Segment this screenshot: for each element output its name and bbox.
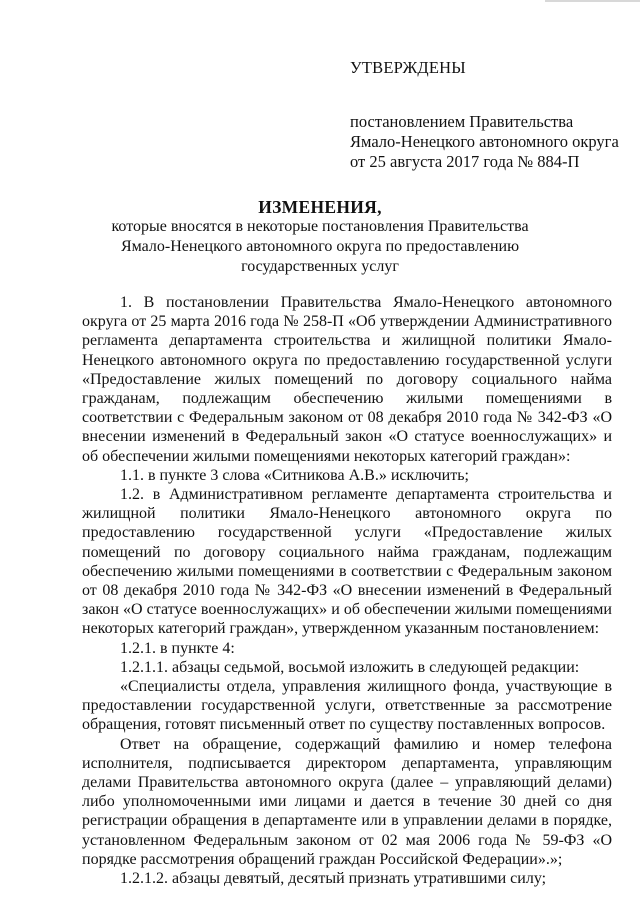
title-subline: которые вносятся в некоторые постановления Правительства [111, 218, 529, 235]
approval-line: постановлением Правительства [350, 112, 574, 131]
title-subline: государственных услуг [241, 258, 399, 275]
approval-line: Ямало-Ненецкого автономного округа [350, 132, 619, 151]
paragraph: 1. В постановлении Правительства Ямало-Ненецкого автономного округа от 25 марта 2016 года № 258-П «Об утверждении Административного регламента департамента строительства и жилищной политики Ямало-Ненецкого автономного округа по предоставлению государственной услуги «Предоставление жилых помещений по договору социального найма гражданам, подлежащим обеспечению жилыми помещениями в соответствии с Федеральным законом от 08 декабря 2010 года № 342-ФЗ «О внесении изменений в Федеральный закон «О статусе военнослужащих» и об обеспечении жилыми помещениями некоторых категорий граждан»: [82, 294, 612, 465]
paragraph: «Специалисты отдела, управления жилищного фонда, участвующие в предоставлении государственной услуги, ответственные за рассмотрение обращения, готовят письменный ответ по существу поставленных вопросов. [82, 678, 612, 734]
title-subline: Ямало-Ненецкого автономного округа по предоставлению [120, 238, 520, 255]
paragraph: 1.2.1. в пункте 4: [120, 639, 235, 657]
paragraph: 1.2.1.2. абзацы девятый, десятый признать утратившими силу; [120, 870, 547, 888]
approval-block [350, 58, 619, 172]
approval-heading: УТВЕРЖДЕНЫ [350, 58, 466, 77]
document-body [82, 293, 612, 888]
paragraph: 1.2.1.1. абзацы седьмой, восьмой изложить в следующей редакции: [120, 658, 580, 676]
title-main: ИЗМЕНЕНИЯ, [258, 197, 382, 217]
paragraph: 1.2. в Административном регламенте департамента строительства и жилищной политики Ямало-Ненецкого автономного округа по предоставлению государственной услуги «Предоставление жилых помещений по договору социального найма гражданам, подлежащим обеспечению жилыми помещениями в соответствии с Федеральным законом от 08 декабря 2010 года № 342-ФЗ «О внесении изменений в Федеральный закон «О статусе военнослужащих» и об обеспечении жилыми помещениями некоторых категорий граждан», утвержденном указанным постановлением: [82, 486, 612, 638]
approval-line: от 25 августа 2017 года № 884-П [350, 152, 580, 171]
document-title [0, 197, 640, 277]
paragraph: 1.1. в пункте 3 слова «Ситникова А.В.» исключить; [120, 466, 469, 484]
paragraph: Ответ на обращение, содержащий фамилию и номер телефона исполнителя, подписывается директором департамента, управляющим делами Правительства автономного округа (далее – управляющий делами) либо уполномоченными ими лицами и дается в течение 30 дней со дня регистрации обращения в департаменте или в управлении делами в порядке, установленном Федеральным законом от 02 мая 2006 года № 59-ФЗ «О порядке рассмотрения обращений граждан Российской Федерации».»; [82, 735, 612, 868]
scan-edge-mark [545, 0, 640, 2]
